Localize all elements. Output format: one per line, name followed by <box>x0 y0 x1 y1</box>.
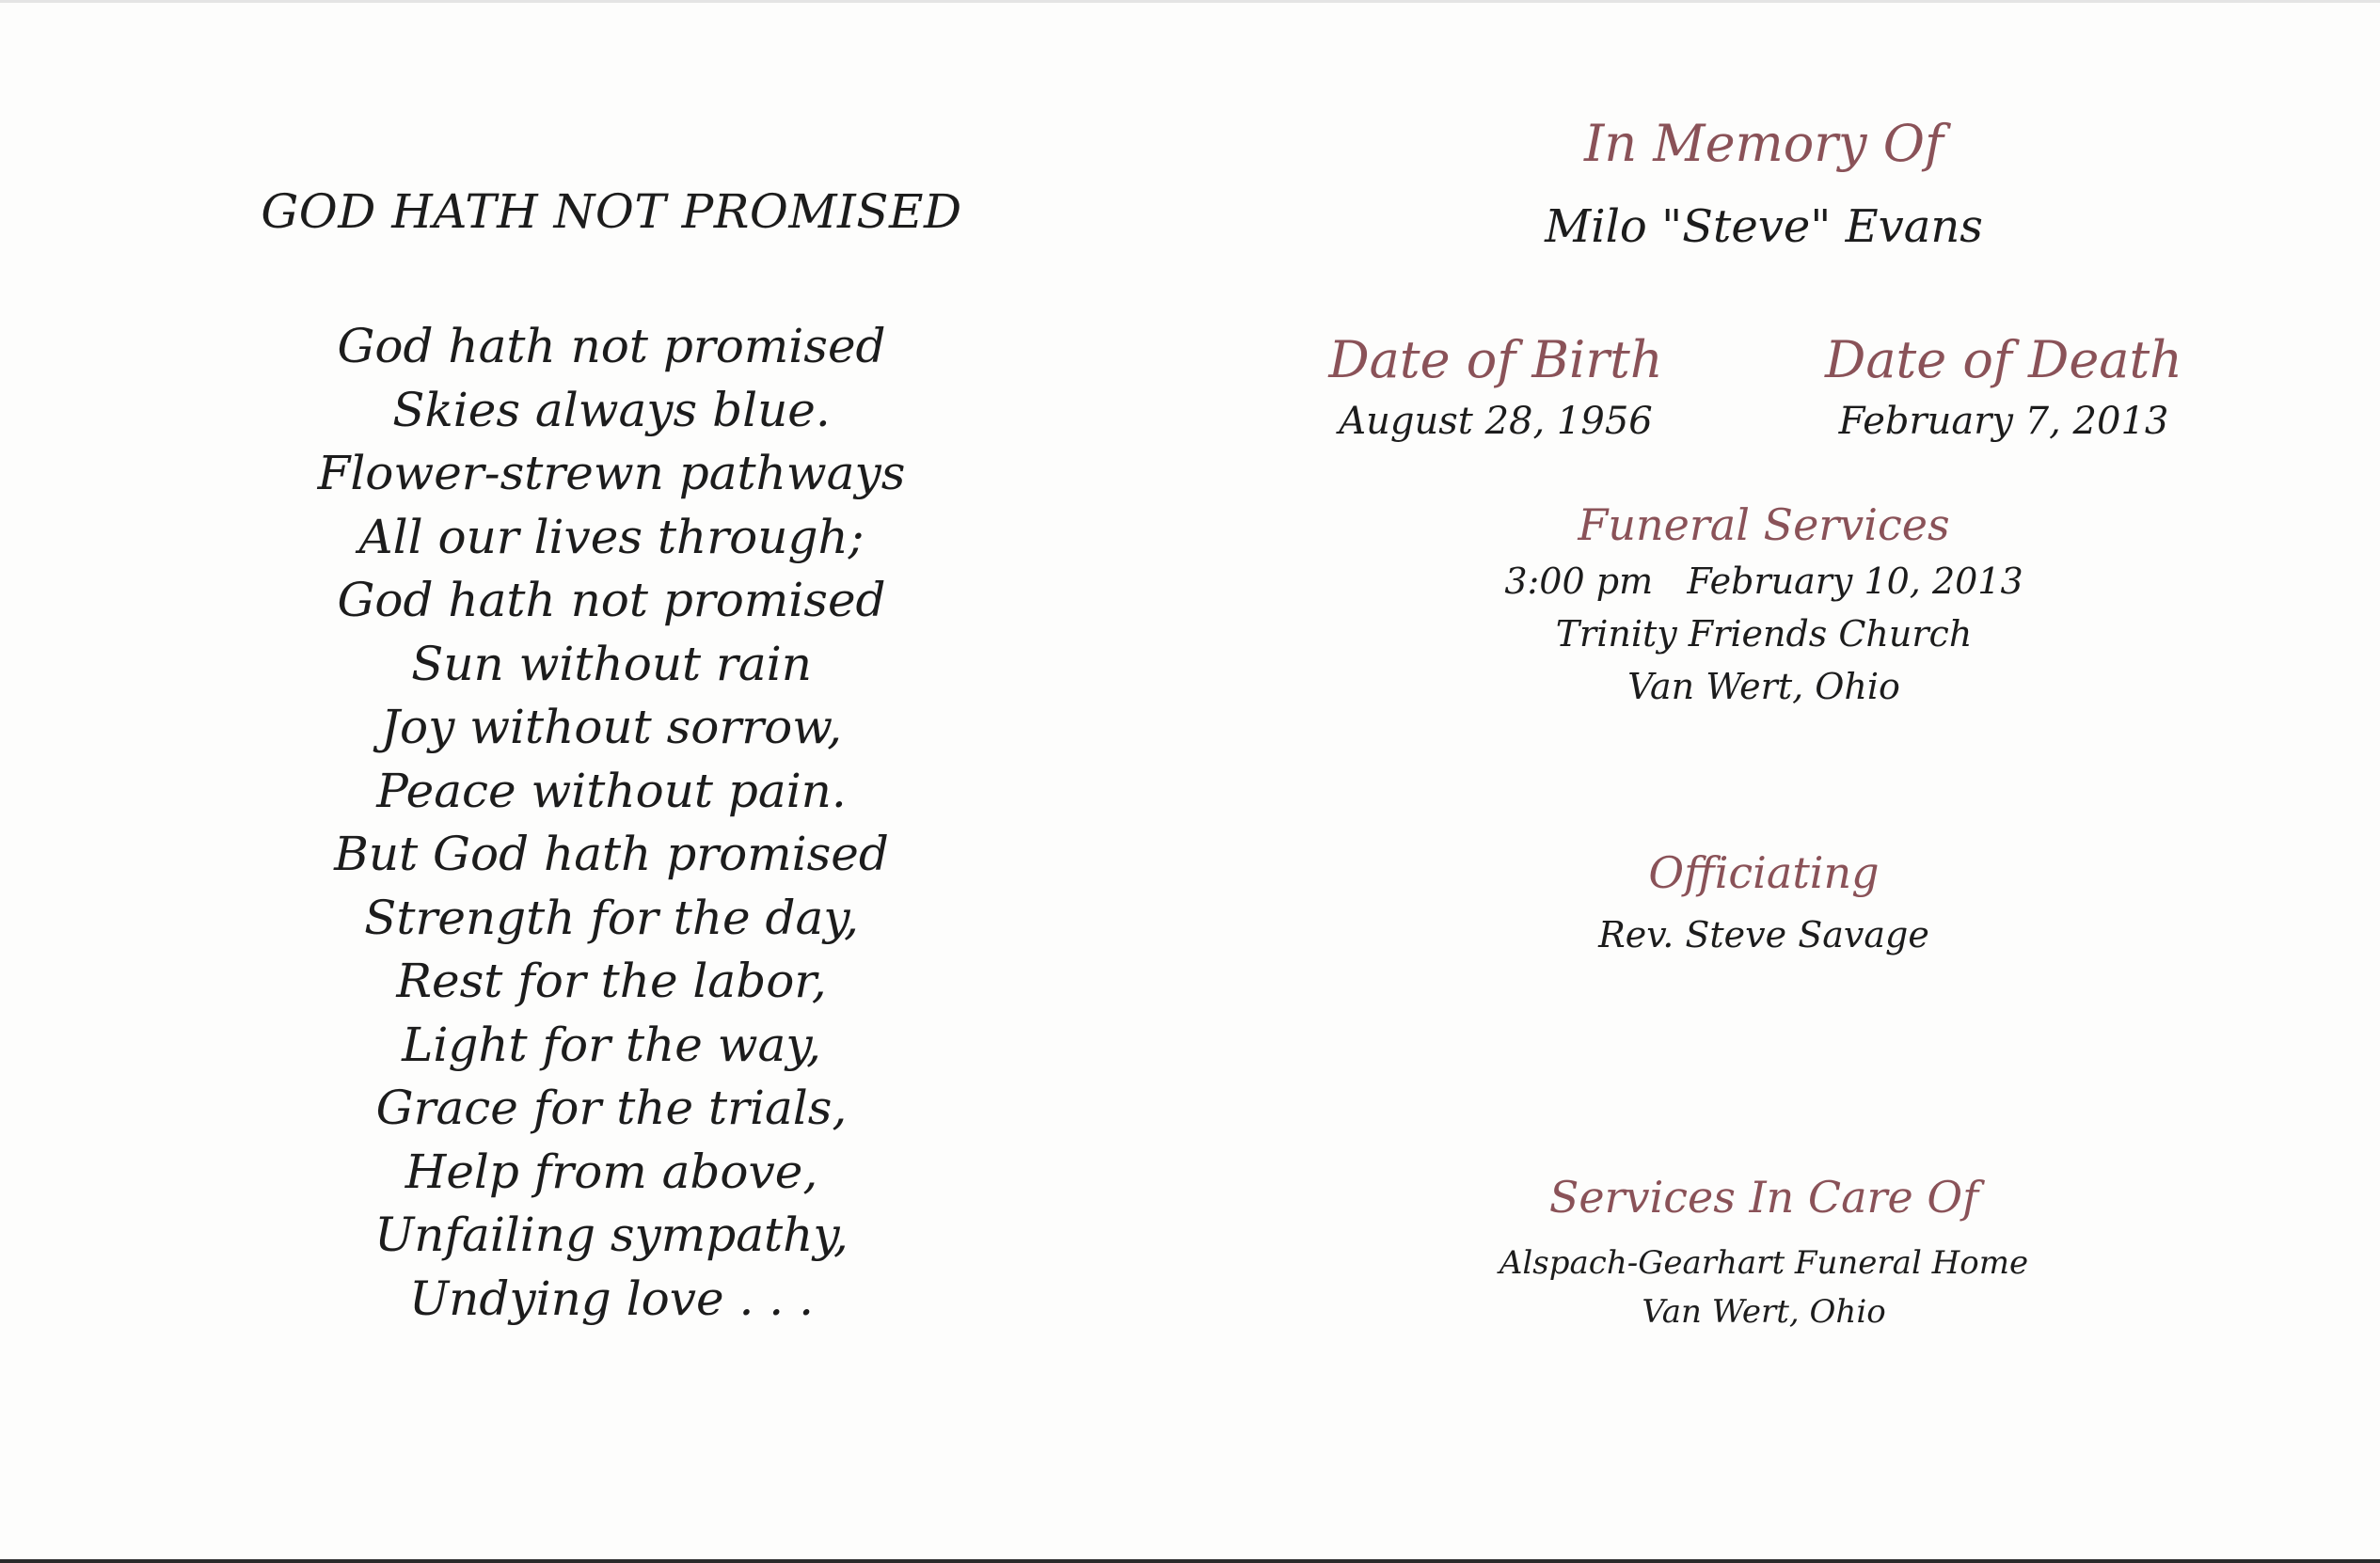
birth-label: Date of Birth <box>1328 330 1663 389</box>
poem-line: Undying love . . . <box>409 1271 814 1326</box>
poem-line: Peace without pain. <box>376 763 847 818</box>
funeral-home-location: Van Wert, Ohio <box>1642 1292 1886 1331</box>
memory-heading: In Memory Of <box>1584 114 1944 173</box>
birth-block <box>1308 332 1684 444</box>
care-block <box>1336 1174 2192 1336</box>
death-date: February 7, 2013 <box>1838 400 2169 444</box>
poem-line: Light for the way, <box>402 1017 821 1072</box>
funeral-home-name: Alspach-Gearhart Funeral Home <box>1499 1243 2029 1282</box>
poem-lines <box>235 315 988 1331</box>
poem-line: Skies always blue. <box>392 382 831 437</box>
death-label: Date of Death <box>1825 330 2182 389</box>
birth-date: August 28, 1956 <box>1339 400 1653 444</box>
poem-line: Grace for the trials, <box>375 1081 848 1135</box>
poem-line: Strength for the day, <box>364 890 859 945</box>
funeral-time-date: 3:00 pm February 10, 2013 <box>1504 560 2023 602</box>
poem-line: Help from above, <box>405 1144 818 1199</box>
funeral-services-block <box>1336 501 2192 713</box>
officiating-label: Officiating <box>1648 847 1880 898</box>
officiating-block <box>1336 849 2192 961</box>
officiant-name: Rev. Steve Savage <box>1598 913 1929 955</box>
poem-line: Sun without rain <box>411 636 812 691</box>
poem-line: Joy without sorrow, <box>380 700 843 754</box>
poem-line: Rest for the labor, <box>396 954 827 1008</box>
funeral-venue: Trinity Friends Church <box>1555 612 1973 655</box>
care-label: Services In Care Of <box>1548 1172 1979 1223</box>
poem-line: But God hath promised <box>334 827 889 881</box>
poem-line: Unfailing sympathy, <box>374 1208 849 1262</box>
poem-line: God hath not promised <box>337 319 886 373</box>
poem-panel <box>235 186 988 1331</box>
poem-line: Flower-strewn pathways <box>317 446 906 500</box>
poem-title: GOD HATH NOT PROMISED <box>261 184 962 239</box>
poem-line: God hath not promised <box>337 573 886 627</box>
funeral-services-label: Funeral Services <box>1578 499 1950 550</box>
death-block <box>1816 332 2192 444</box>
deceased-name: Milo "Steve" Evans <box>1545 200 1983 253</box>
poem-line: All our lives through; <box>358 509 865 564</box>
funeral-location: Van Wert, Ohio <box>1627 665 1900 707</box>
